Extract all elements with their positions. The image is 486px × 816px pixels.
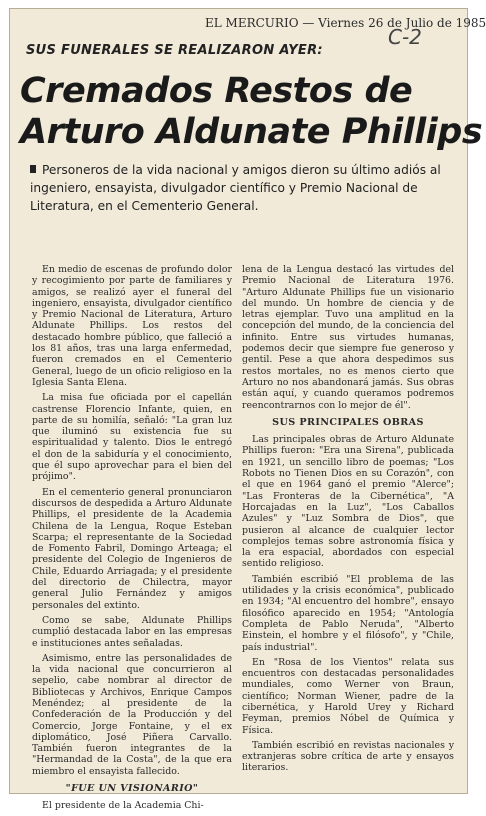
bullet-icon bbox=[30, 165, 36, 173]
handwritten-annotation: C-2 bbox=[388, 25, 422, 49]
paragraph: En "Rosa de los Vientos" relata sus encuentros con destacadas personalidades mundiales, como Werner von Braun, científico; Norman Wiener, padre de la cibernética, y Harold Urey y Richard Feyman, premios Nóbel de Química y Física. bbox=[242, 656, 454, 736]
kicker: SUS FUNERALES SE REALIZARON AYER: bbox=[26, 43, 323, 58]
deck bbox=[30, 161, 460, 215]
paragraph: Las principales obras de Arturo Aldunate Phillips fueron: "Era una Sirena", publicada en 1921, un sencillo libro de poemas; "Los Robots no Tienen Dios en su Corazón", con el que en 1964 ganó el premio "Alerce"; "Las Fronteras de la Cibernética", "A Horcajadas en la Luz", "Los Caballos Azules" y "Luz Sombra de Dios", que pusieron al alcance de cualquier lector complejos temas sobre astronomía física y la era espacial, abordados con especial sentido religioso. bbox=[242, 434, 454, 570]
subheading-visionario: "FUE UN VISIONARIO" bbox=[65, 783, 199, 795]
newspaper-clipping bbox=[9, 8, 486, 812]
paragraph: Asimismo, entre las personalidades de la vida nacional que concurrieron al sepelio, cabe nombrar al director de Bibliotecas y Archivos, Enrique Campos Menéndez; al presidente de la Confederación de la Producción y del Comercio, Jorge Fontaine, y el ex diplomático, José Piñera Carvallo. También fueron integrantes de la "Hermandad de la Costa", de la que era miembro el ensayista fallecido. bbox=[32, 652, 232, 777]
paragraph: También escribió en revistas nacionales y extranjeras sobre crítica de arte y ensayos literarios. bbox=[242, 739, 454, 774]
paragraph: lena de la Lengua destacó las virtudes del Premio Nacional de Literatura 1976. "Arturo Aldunate Phillips fue un visionario del mundo. Un hombre de ciencia y de letras ejemplar. Tuvo una amplitud en la concepción del mundo, de la conciencia del infinito. Entre sus virtudes humanas, podemos decir que siempre fue generoso y gentil. Pese a que ahora despedimos sus restos mortales, no es menos cierto que Arturo no nos abandonará jamás. Sus obras están aquí, y cuando queramos podremos reencontrarnos con lo mejor de él". bbox=[242, 264, 454, 411]
paragraph: También escribió "El problema de las utilidades y la crisis económica", publicado en 1934; "Al encuentro del hombre", ensayo filosófico aparecido en 1954; "Antología Completa de Pablo Neruda", "Alberto Einstein, el hombre y el filósofo", y "Chile, país industrial". bbox=[242, 573, 454, 653]
paragraph: En medio de escenas de profundo dolor y recogimiento por parte de familiares y amigos, se realizó ayer el funeral del ingeniero, ensayista, divulgador científico y Premio Nacional de Literatura, Arturo Aldunate Phillips. Los restos del destacado hombre público, que falleció a los 81 años, tras una larga enfermedad, fueron cremados en el Cementerio General, luego de un oficio religioso en la Iglesia Santa Elena. bbox=[32, 264, 232, 388]
paragraph: Como se sabe, Aldunate Phillips cumplió destacada labor en las empresas e instituciones antes señaladas. bbox=[32, 614, 232, 649]
deck-text: Personeros de la vida nacional y amigos dieron su último adiós al ingeniero, ensayista, divulgador científico y Premio Nacional de Literatura, en el Cementerio General. bbox=[30, 163, 441, 213]
headline-line-2: Arturo Aldunate Phillips bbox=[20, 112, 483, 152]
article-column-left bbox=[32, 264, 232, 816]
masthead: EL MERCURIO — Viernes 26 de Julio de 1985 bbox=[205, 16, 486, 30]
headline-line-1: Cremados Restos de bbox=[20, 71, 413, 111]
article-column-right bbox=[242, 264, 454, 778]
paragraph: La misa fue oficiada por el capellán castrense Florencio Infante, quien, en parte de su homilía, señaló: "La gran luz que iluminó su existencia fue su espiritualidad y talento. Dios le entregó el don de la sabiduría y el conocimiento, que él supo aprovechar para el bien del prójimo". bbox=[32, 392, 232, 483]
paragraph: El presidente de la Academia Chi- bbox=[42, 800, 204, 812]
paragraph: En el cementerio general pronunciaron discursos de despedida a Arturo Aldunate Phillips, el presidente de la Academia Chilena de la Lengua, Roque Esteban Scarpa; el representante de la Sociedad de Fomento Fabril, Domingo Arteaga; el presidente del Colegio de Ingenieros de Chile, Eduardo Arriagada; y el presidente del directorio de Chilectra, mayor general Julio Fernández y amigos personales del extinto. bbox=[32, 486, 232, 611]
subheading-obras: SUS PRINCIPALES OBRAS bbox=[272, 416, 424, 428]
